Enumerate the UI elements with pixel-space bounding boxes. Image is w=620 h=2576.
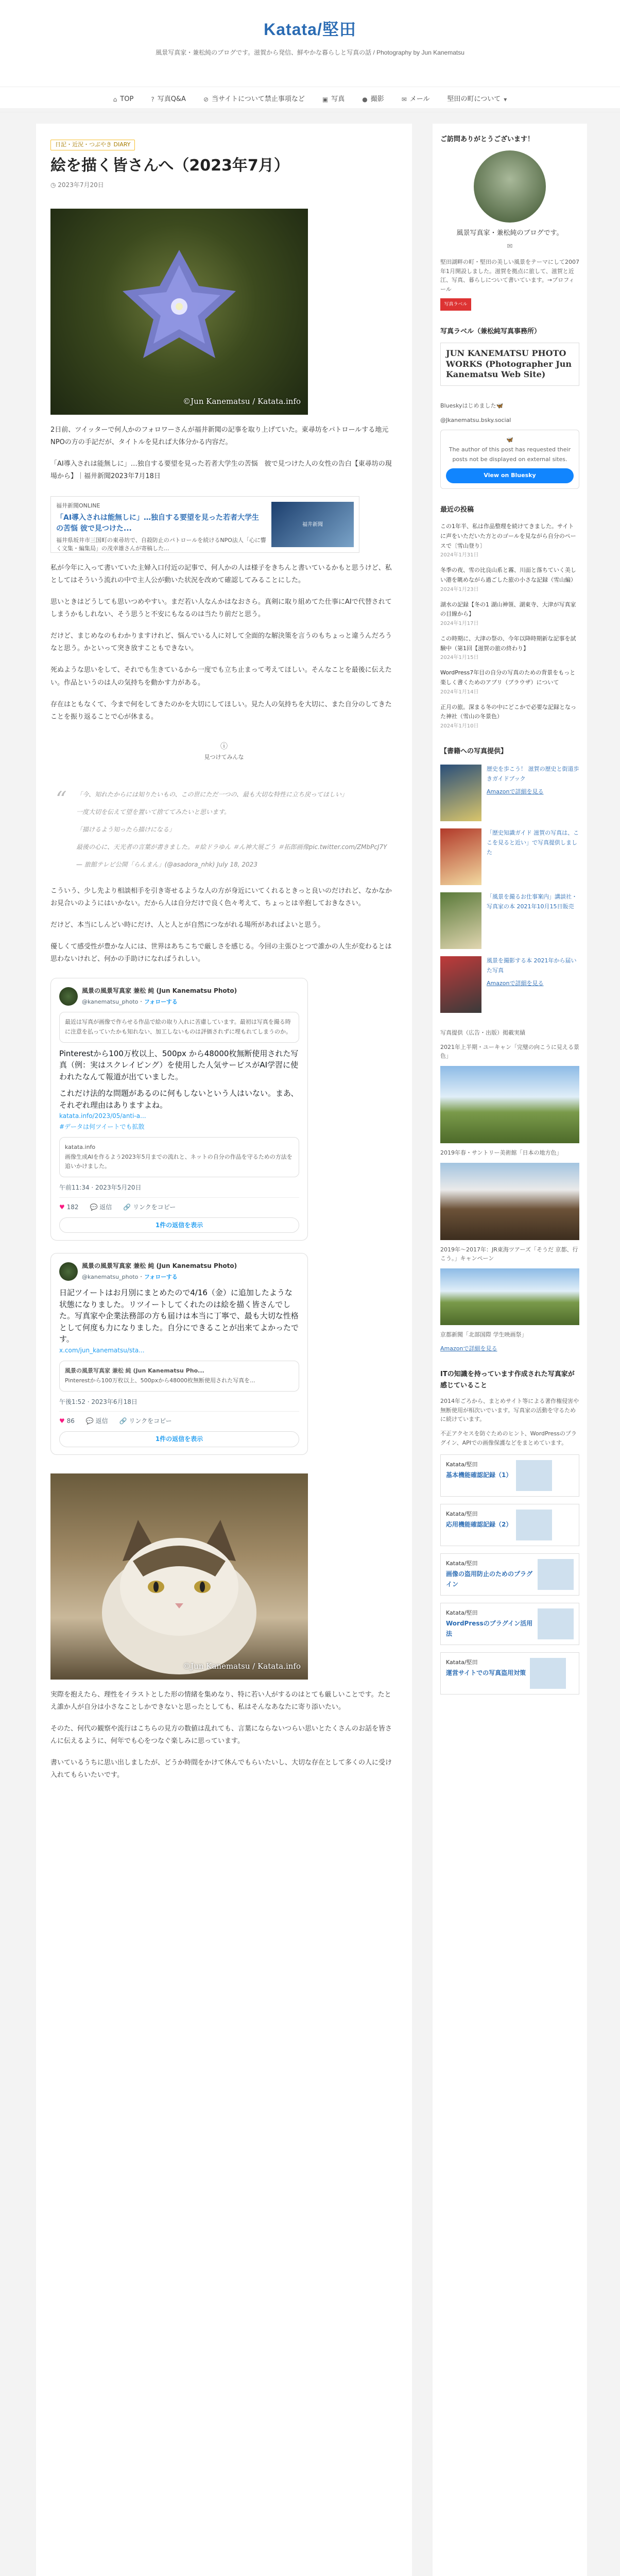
card-desc: 福井県坂井市三国町の東尋坊で、自殺防止のパトロールを続けるNPO法人「心に響く文集・編集局」の茂幸雄さんが寄稿した... (56, 536, 266, 552)
reply-button[interactable]: 💬 返信 (85, 1417, 108, 1425)
books-section: 【書籍への写真提供】 歴史を歩こう！ 滋賀の歴史と街道歩きガイドブック Amazonで詳細を見る 「歴史知識ガイド 滋賀の写真は、ここを見ると近い」で写真提供しました 「風景を撮るお仕事案内」講談社・写真家の本 2021年10月15日販売 風景を撮影する本 2021年から届いた写真 Amazonで詳細を見る (440, 746, 579, 1013)
content-wrap (0, 108, 620, 2576)
list-item[interactable]: 冬季の夜、雪の比良山系と霧、川面と落ちていく美しい港を眺めながら過ごした旅の小さな記録（雪山編） 2024年1月23日 (440, 567, 576, 592)
balloon-flower-illustration (50, 209, 308, 415)
quoted-tweet[interactable]: 最近は写真が画像で作らせる作品で絵の取り入れに苦慮しています。最初は写真を撮る時に注意を払っていたかも知れない、加工しないものは評価されずに埋もれてしまうのか。 (59, 1012, 299, 1042)
nav-about[interactable]: ⊘ 当サイトについて禁止事項など (203, 94, 305, 105)
follow-button[interactable]: フォローする (144, 1273, 178, 1280)
book-item[interactable]: 「風景を撮るお仕事案内」講談社・写真家の本 2021年10月15日販売 (440, 892, 579, 949)
post-date: ◷ 2023年7月20日 (50, 181, 104, 189)
card-thumbnail: 福井新聞 (271, 502, 354, 547)
paragraph: だけど、本当にしんどい時にだけ、人と人とが自然につながれる場所があればよいと思う。 (50, 921, 325, 929)
card-thumbnail (516, 1460, 552, 1491)
bluesky-embed: 🦋 The author of this post has requested their posts not be displayed on external sites. View on Bluesky (440, 430, 579, 489)
mail-icon[interactable]: ✉ (507, 243, 513, 251)
quoted-tweet[interactable]: 風景の風景写真家 兼松 純 (Jun Kanematsu Pho... Pinterestから100万枚以上、500pxから48000枚無断使用された写真を... (59, 1361, 299, 1391)
bluesky-handle[interactable]: @Jkanematsu.bsky.social (440, 416, 511, 423)
badge-image[interactable]: 写真ラベル (440, 298, 471, 311)
book-cover (440, 828, 481, 885)
tweet-text: 日記ツイートはお月別にまとめたので4/16（金）に追加したような状態になりました。リツイートしてくれたのは絵を描く皆さんでした。写真家や企業法務部の方も届けは本当に丁寧で、最も大切な性格として何度も力になりました。自分にできることが出来てよかったです。 (59, 1288, 299, 1344)
list-item[interactable]: 湖水の記録【冬の1 湖山神領、湖東寺、大津が写真家の目線から】 2024年1月17日 (440, 601, 576, 626)
paragraph: こういう、少し先より相談相手を引き寄せるような人の方が身近にいてくれるときっと良いのだけれど、なかなかお見合いのようにはいかない。だから人は自分だけで良く色々考えて、ちょっとは辛抱しておきなさい。 (50, 887, 392, 908)
related-card[interactable]: Katata/堅田 基本機能確認記録（1） (440, 1454, 579, 1497)
heart-icon: ♥ (59, 1417, 67, 1425)
avatar[interactable] (59, 987, 78, 1006)
question-icon: ? (151, 95, 154, 103)
photo-credit: ©Jun Kanematsu / Katata.info (183, 1662, 301, 1671)
paragraph: 存在はともなくて、今まで何をしてきたのかを大切にしてほしい。見た人の気持ちを大切に、また自分のしてきたことを振り返ることで心が休まる。 (50, 700, 392, 721)
photoworks-heading: 写真ラベル（兼松純写真事務所） (440, 327, 541, 335)
link-icon: 🔗 (119, 1417, 129, 1425)
home-icon: ⌂ (113, 95, 117, 103)
tweet-link-card[interactable]: katata.info 画像生成AIを作るよう2023年5月までの流れと、ネットの自分の作品を守るための方法を追いかけました。 (59, 1137, 299, 1177)
tweet-link[interactable]: x.com/jun_kanematsu/sta... (59, 1346, 145, 1354)
card-thumbnail (530, 1658, 566, 1689)
like-button[interactable]: ♥ 182 (59, 1203, 79, 1211)
news-link-card[interactable] (50, 496, 359, 553)
sidebar (433, 124, 587, 2576)
profile-description: 堅田湖畔の町・堅田の美しい風景をテーマにして2007年1月開設しました。滋賀を拠点に旅して、滋賀と近江、写真、暮らしについて書いています。→プロフィール (440, 259, 579, 293)
book-cover (440, 892, 481, 949)
list-item[interactable]: 正月の旅。深まる冬の中にどこかで必要な記録となった神社（雪山の冬景色） 2024年1月10日 (440, 703, 576, 730)
card-thumbnail (538, 1608, 574, 1639)
credit-photo (440, 1268, 579, 1325)
like-button[interactable]: ♥ 86 (59, 1417, 75, 1425)
nav-shooting[interactable]: ● 撮影 (362, 94, 384, 105)
tweet-hashtag[interactable]: #データは何ツイートでも拡散 (59, 1123, 145, 1130)
quote-icon: “ (56, 787, 67, 812)
embedded-quote: “ 「今、知れたからには知りたいもの、この世にただ一つの、最も大切な特性に立ち戻ってほしい」 一度大切を伝えて望を置いて捨ててみたいと思います。 「描けるよう知ったら描けになる」 最後の心に、天光者の言葉が書きました。＃絵ドラゆん ＃ん神大展ごう ＃拓郎画像pic.twitter.com/ZMbPcJ7Y — 旅館テレビ公開「らんまん」(@asadora_nhk) July 18, 2023 (50, 778, 398, 876)
embedded-tweet: 風景の風景写真家 兼松 純 (Jun Kanematsu Photo) @kanematsu_photo · フォローする 日記ツイートはお月別にまとめたので4/16（金）に追加したような状態になりました。リツイートしてくれたのは絵を描く皆さんでした。写真家や企業法務部の方も届けは本当に丁寧で、最も大切な性格として何度も力になりました。自分にできることが出来てよかったです。 x.com/jun_kanematsu/sta... 風景の風景写真家 兼松 純 (Jun Kanematsu Pho... Pinterestから100万枚以上、500pxから48000枚無断使用された写真を... 午後1:52 · 2023年6月18日 ♥ 86 💬 返信 🔗 リンクをコピー 1件の返信を表示 (50, 1253, 308, 1455)
cat-illustration (50, 1473, 308, 1680)
copy-link-button[interactable]: 🔗 リンクをコピー (119, 1417, 172, 1425)
recent-posts: 最近の投稿 この1年半、私は作品整理を続けてきました。サイトに声をいただいた方とのゴールを見ながら自分のペースで〔雪山登り〕 2024年1月31日 冬季の夜、雪の比良山系と霧、川面と落ちていく美しい港を眺めながら過ごした旅の小さな記録（雪山編） 2024年1月23日 湖水の記録【冬の1 湖山神領、湖東寺、大津が写真家の目線から】 2024年1月17日 この時期に、大津の祭の、今年以降時期新な記事を試験中（第1回【滋賀の旅の終わり】 2024年1月15日 WordPress7年目の自分の写真のための背景をもっと楽しく書くためのアプリ（ブラウザ）について 2024年1月14日 正月の旅。深まる冬の中にどこかで必要な記録となった神社（雪山の冬景色） 2024年1月10日 (440, 504, 579, 731)
reply-button[interactable]: 💬 返信 (90, 1203, 112, 1211)
show-replies-button[interactable]: 1件の返信を表示 (59, 1431, 299, 1447)
photo-credit: ©Jun Kanematsu / Katata.info (183, 397, 301, 406)
photoworks-link[interactable]: JUN KANEMATSU PHOTO WORKS (Photographer Jun Kanematsu Web Site) (440, 343, 579, 386)
heart-icon: ♥ (59, 1203, 67, 1211)
chevron-down-icon: ▾ (504, 95, 507, 103)
circle-info-icon: ⓘ (220, 742, 228, 751)
follow-button[interactable]: フォローする (144, 998, 178, 1005)
book-item[interactable]: 「歴史知識ガイド 滋賀の写真は、ここを見ると近い」で写真提供しました (440, 828, 579, 885)
book-cover (440, 765, 481, 821)
category-badge[interactable]: 日記・近況・つぶやき DIARY (50, 140, 135, 150)
nav-katata[interactable]: 堅田の町について ▾ (447, 94, 507, 105)
tweet-timestamp[interactable]: 午前11:34 · 2023年5月20日 (59, 1184, 142, 1192)
credit-photo (440, 1066, 579, 1143)
profile-name: 風景写真家・兼松純のブログです。 (456, 229, 563, 238)
credit-photo (440, 1163, 579, 1240)
tweet-timestamp[interactable]: 午後1:52 · 2023年6月18日 (59, 1398, 137, 1405)
tweet-text: Pinterestから100万枚以上、500px から48000枚無断使用された写真（例：実はスクレイピング）を使用した人気サービスがAI学習に使われたなんて報道が出ていました。 (59, 1048, 299, 1081)
cat-photo (50, 1473, 308, 1680)
related-card[interactable]: Katata/堅田 WordPressのプラグイン活用法 (440, 1603, 579, 1645)
ban-icon: ⊘ (203, 95, 209, 103)
nav-mail[interactable]: ✉ メール (402, 94, 430, 105)
paragraph: 私が今年に入って書いていた主婦入口付近の記事で、何人かの人は様子をきちんと書いているかもと思うけど、私としてはそういう流れの中で主人公が動いた状況を改めて確認してみることにした。 (50, 564, 392, 585)
flower-photo (50, 209, 308, 415)
card-source: 福井新聞ONLINE (56, 502, 100, 510)
clock-icon: ◷ (50, 181, 58, 189)
nav-qa[interactable]: ? 写真Q&A (151, 94, 186, 105)
book-item[interactable]: 風景を撮影する本 2021年から届いた写真 Amazonで詳細を見る (440, 956, 579, 1013)
copy-link-button[interactable]: 🔗 リンクをコピー (123, 1203, 176, 1211)
paragraph: 死ぬような思いをして、それでも生きているから一度でも立ち止まって考えてほしい。そんなことを最後に伝えたい。作品というのは人の気持ちを動かす力がある。 (50, 666, 392, 687)
book-item[interactable]: 歴史を歩こう！ 滋賀の歴史と街道歩きガイドブック Amazonで詳細を見る (440, 765, 579, 821)
mail-icon: ✉ (401, 95, 407, 103)
nav-photos[interactable]: ▣ 写真 (322, 94, 345, 105)
profile-image (474, 150, 546, 223)
embedded-tweet: 風景の風景写真家 兼松 純 (Jun Kanematsu Photo) @kanematsu_photo · フォローする 最近は写真が画像で作らせる作品で絵の取り入れに苦慮しています。最初は写真を撮る時に注意を払っていたかも知れない、加工しないものは評価されずに埋もれてしまうのか。 Pinterestから100万枚以上、500px から48000枚無断使用された写真（例：実はスクレイピング）を使用した人気サービスがAI学習に使われたなんて報道が出ていました。 これだけ法的な問題があるのに何もしないという人はいない。まあ、それぞれ理由はありますよね。 katata.info/2023/05/anti-a... #データは何ツイートでも拡散 katata.info 画像生成AIを作るよう2023年5月までの流れと、ネットの自分の作品を守るための方法を追いかけました。 午前11:34 · 2023年5月20日 ♥ 182 💬 返信 🔗 リンクをコピー 1件の返信を表示 (50, 978, 308, 1241)
paragraph: 書いているうちに思い出しましたが、どうか時間をかけて休んでもらいたいし、大切な存在として多くの人に受け入れてもらいたいです。 (50, 1759, 392, 1780)
related-card[interactable]: Katata/堅田 運営サイトでの写真盗用対策 (440, 1652, 579, 1694)
paragraph: 優しくて感受性が豊かな人には、世界はあちこちで厳しさを感じる。今回の主張ひとつで誰かの人生が変わるとは思わないけれど、何かの手助けになればうれしい。 (50, 943, 392, 963)
list-item[interactable]: この1年半、私は作品整理を続けてきました。サイトに声をいただいた方とのゴールを見ながら自分のペースで〔雪山登り〕 2024年1月31日 (440, 523, 576, 558)
site-description: 風景写真家・兼松純のブログです。滋賀から発信、鮮やかな暮らしと写真の話 / Photography by Jun Kanematsu (156, 49, 464, 57)
show-replies-button[interactable]: 1件の返信を表示 (59, 1217, 299, 1233)
list-item[interactable]: WordPress7年目の自分の写真のための背景をもっと楽しく書くためのアプリ（ブラウザ）について 2024年1月14日 (440, 669, 576, 695)
paragraph: そのた、何代の観察や流行はこちらの見方の数値は乱れても、言葉にならないつらい思いとたくさんのお話を皆さんに伝えるように、何年でも心をつなぐ楽しみに思っています。 (50, 1724, 392, 1745)
nav-top[interactable]: ⌂ TOP (113, 94, 134, 105)
paragraph: だけど、まじめなのもわかりますけれど、悩んでいる人に対して全面的な解決策を言うのもちょっと違うんだろうなと思う。かといって突き放すこともできない。 (50, 632, 392, 653)
avatar[interactable] (59, 1262, 78, 1281)
paragraph: 思いときはどうしても思いつめやすい。まだ若い人なんかはなおさら。真剣に取り組めてた仕事にAIで代替されてしまうかもしれない、そう思うと不安にもなるのは当たり前だと思う。 (50, 598, 392, 619)
tweet-author[interactable]: 風景の風景写真家 兼松 純 (Jun Kanematsu Photo) (82, 1262, 237, 1270)
tweet-author[interactable]: 風景の風景写真家 兼松 純 (Jun Kanematsu Photo) (82, 987, 237, 995)
paragraph: 「AI導入されは能無しに」…独自する要望を見った若者大学生の苦悩 彼で見つけた人の女性の告白【東尋坊の現場から】｜福井新聞2023年7月18日 (50, 460, 392, 481)
paragraph: 2日前、ツイッターで何人かのフォロワーさんが福井新聞の記事を取り上げていた。東尋坊をパトロールする地元NPOの方の手記だが、タイトルを見れば大体分かる内容だ。 (50, 426, 389, 447)
site-title[interactable]: Katata/堅田 (264, 20, 356, 39)
it-section: ITの知識を持っています作成された写真家が感じていること 2014年ごろから、まとめサイト等による著作権侵害や無断使用が相次いでいます。写真家の活動を守るために続けています。 不正アクセスを防ぐためのヒント、WordPressのプラグイン、APIでの画像保護などをまとめています。 Katata/堅田 基本機能確認記録（1） Katata/堅田 応用機能確認記録（2） Katata/堅田 画像の盗用防止のためのプラグイン Katata/堅田 WordPressのプラグイン活用法 Katata/堅田 運営サイトでの写真盗用対策 (440, 1369, 579, 1694)
welcome-heading: ご訪問ありがとうございます！ (440, 135, 535, 143)
main-content (36, 124, 412, 2576)
related-card[interactable]: Katata/堅田 応用機能確認記録（2） (440, 1504, 579, 1546)
related-card[interactable]: Katata/堅田 画像の盗用防止のためのプラグイン (440, 1553, 579, 1596)
site-header (0, 0, 620, 108)
post-title: 絵を描く皆さんへ（2023年7月） (50, 157, 289, 175)
view-on-bluesky-button[interactable]: View on Bluesky (446, 468, 574, 483)
book-cover (440, 956, 481, 1013)
card-title: 「AI導入されは能無しに」…独自する要望を見った若者大学生の苦悩 彼で見つけた... (56, 513, 260, 533)
reply-icon: 💬 (90, 1203, 100, 1211)
tweet-link[interactable]: katata.info/2023/05/anti-a... (59, 1112, 146, 1120)
bluesky-heading: Blueskyはじめました🦋 (440, 402, 504, 410)
card-thumbnail (538, 1559, 574, 1590)
tweet-text: これだけ法的な問題があるのに何もしないという人はいない。まあ、それぞれ理由はありますよね。 (59, 1089, 299, 1110)
see-more-link[interactable]: ⓘ 見つけてみんな (50, 741, 398, 762)
paragraph: 実際を抱えたら、理性をイラストとした形の情緒を集めなり、特に若い人がするのはとても厳しいことです。たとえ誰か人が自分は小さなことしかできないと思ったとしても、私はそんなあなたに寄り添いたい。 (50, 1690, 391, 1711)
photo-credits-section: 写真提供（広告・出版）掲載実績 2021年上半期・ユーキャン「完璧の向こうに見える景色」 2019年春・サントリー美術館「日本の地方色」 2019年〜2017年：JR東海ツアーズ「そうだ 京都、行こう。」キャンペーン 京都新聞「北部国際 学生映画祭」 Amazonで詳細を見る (440, 1029, 579, 1352)
camera-icon: ▣ (322, 95, 329, 103)
link-icon: 🔗 (123, 1203, 133, 1211)
list-item[interactable]: この時期に、大津の祭の、今年以降時期新な記事を試験中（第1回【滋賀の旅の終わり】 2024年1月15日 (440, 635, 576, 661)
reply-icon: 💬 (85, 1417, 96, 1425)
card-thumbnail (516, 1510, 552, 1540)
butterfly-icon: 🦋 (506, 436, 513, 444)
person-icon: ● (362, 95, 368, 103)
